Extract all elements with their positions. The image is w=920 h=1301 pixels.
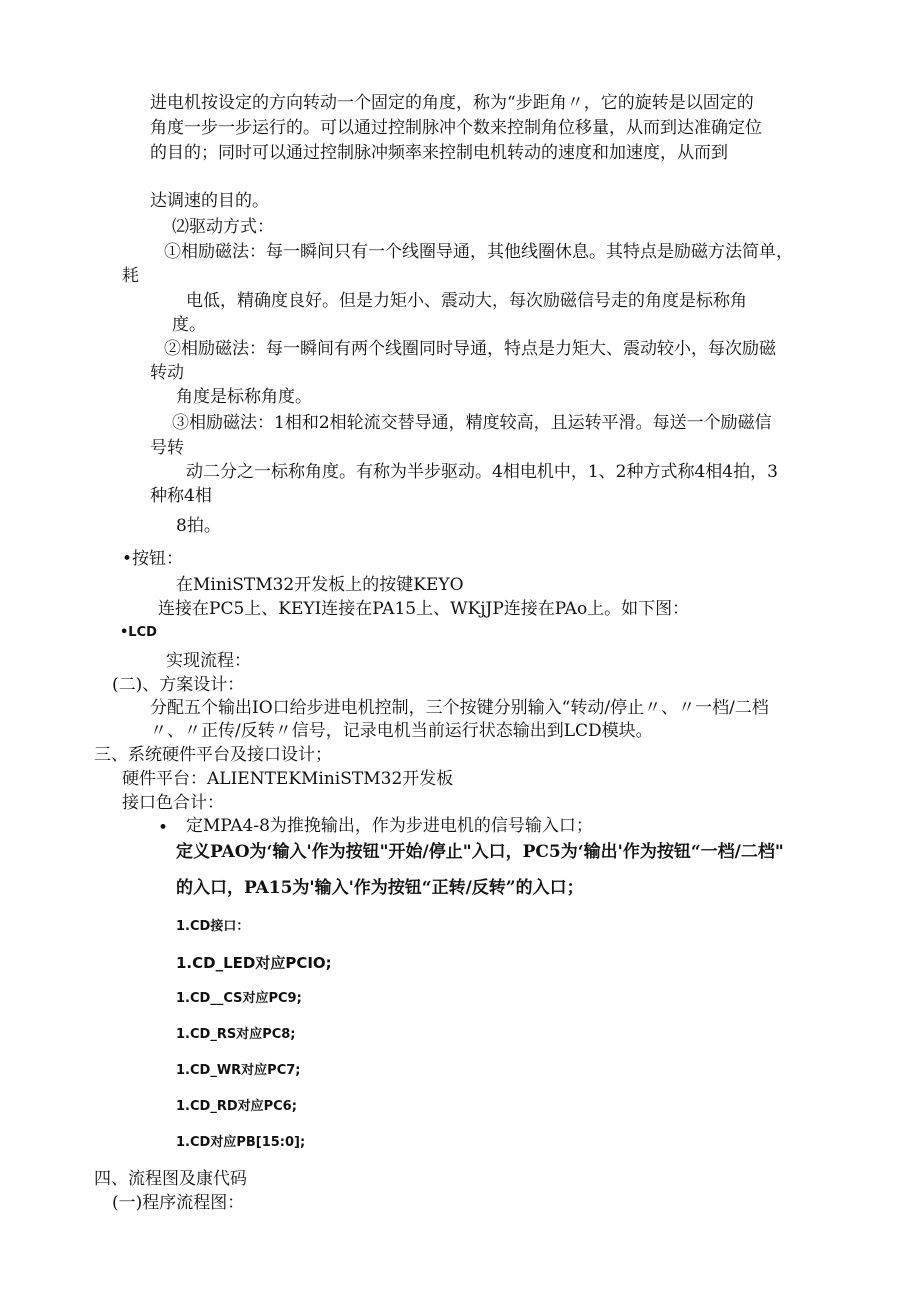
drive-method-3-line-2: 号转: [150, 438, 184, 458]
drive-method-3-line-3: 动二分之一标称角度。有称为半步驱动。4相电机中，1、2种方式称4相4拍，3: [186, 462, 778, 482]
drive-method-3-line-1: ③相励磁法：1相和2相轮流交替导通，精度较高，且运转平滑。每送一个励磁信: [172, 413, 772, 433]
stepper-paragraph-line-3: 的目的；同时可以通过控制脉冲频率来控制电机转动的速度和加速度，从而到: [150, 143, 728, 163]
flow-label: 实现流程：: [166, 651, 251, 671]
interface-design-label: 接口色合计：: [122, 793, 224, 813]
drive-method-2-line-2: 转动: [150, 363, 184, 383]
design-line-1: 分配五个输出IO口给步进电机控制，三个按键分别输入“转动/停止〃、〃一档/二档: [150, 698, 769, 718]
drive-method-1-line-1: ①相励磁法：每一瞬间只有一个线圈导通，其他线圈休息。其特点是励磁方法简单，: [164, 242, 793, 262]
keys-line-1: 在MiniSTM32开发板上的按键KEYO: [176, 575, 464, 595]
pin-definition-2: 定义PAO为‘输入'作为按钮"开始/停止"入口，PC5为‘输出'作为按钮“一档/二档": [176, 842, 784, 862]
keys-line-2: 连接在PC5上、KEYI连接在PA15上、WKjJP连接在PAo上。如下图：: [158, 599, 690, 619]
hardware-heading: 三、系统硬件平台及接口设计；: [94, 745, 332, 765]
drive-method-1-line-4: 度。: [172, 315, 206, 335]
stepper-paragraph-line-2: 角度一步一步运行的。可以通过控制脉冲个数来控制角位移量，从而到达准确定位: [150, 118, 762, 138]
keys-heading: •按钮：: [122, 549, 184, 569]
drive-mode-heading: ⑵驱动方式：: [172, 217, 274, 237]
design-heading: (二)、方案设计：: [112, 675, 245, 695]
lcd-interface-title: 1.CD接口：: [176, 919, 250, 934]
hardware-platform: 硬件平台：ALIENTEKMiniSTM32开发板: [122, 769, 454, 789]
lcd-pin-data: 1.CD对应PB[15:0];: [176, 1135, 306, 1150]
section-4-heading: 四、流程图及康代码: [94, 1169, 247, 1189]
lcd-pin-cs: 1.CD__CS对应PC9;: [176, 991, 302, 1006]
section-4-subheading: (一)程序流程图：: [112, 1193, 245, 1213]
drive-method-1-line-3: 电低，精确度良好。但是力矩小、震动大，每次励磁信号走的角度是标称角: [186, 291, 747, 311]
design-line-2: 〃、〃正传/反转〃信号，记录电机当前运行状态输出到LCD模块。: [150, 721, 653, 741]
lcd-pin-led: 1.CD_LED对应PCIO;: [176, 954, 332, 972]
lcd-bullet: •LCD: [120, 625, 157, 640]
drive-method-2-line-1: ②相励磁法：每一瞬间有两个线圈同时导通，特点是力矩大、震动较小，每次励磁: [164, 339, 776, 359]
drive-method-3-line-5: 8拍。: [176, 516, 221, 536]
stepper-paragraph-line-4: 达调速的目的。: [150, 191, 269, 211]
pin-definition-1: 定MPA4-8为推挽输出，作为步进电机的信号输入口；: [186, 816, 593, 836]
drive-method-2-line-3: 角度是标称角度。: [176, 387, 312, 407]
pin-definition-3: 的入口，PA15为'输入'作为按钮“正转/反转”的入口；: [176, 878, 584, 898]
bullet-dot: •: [158, 818, 169, 838]
drive-method-3-line-4: 种称4相: [150, 486, 212, 506]
stepper-paragraph-line-1: 进电机按设定的方向转动一个固定的角度，称为“步距角〃，它的旋转是以固定的: [150, 93, 754, 113]
drive-method-1-line-2: 耗: [122, 266, 139, 286]
lcd-pin-rs: 1.CD_RS对应PC8;: [176, 1027, 296, 1042]
lcd-pin-rd: 1.CD_RD对应PC6;: [176, 1099, 297, 1114]
lcd-pin-wr: 1.CD_WR对应PC7;: [176, 1063, 301, 1078]
